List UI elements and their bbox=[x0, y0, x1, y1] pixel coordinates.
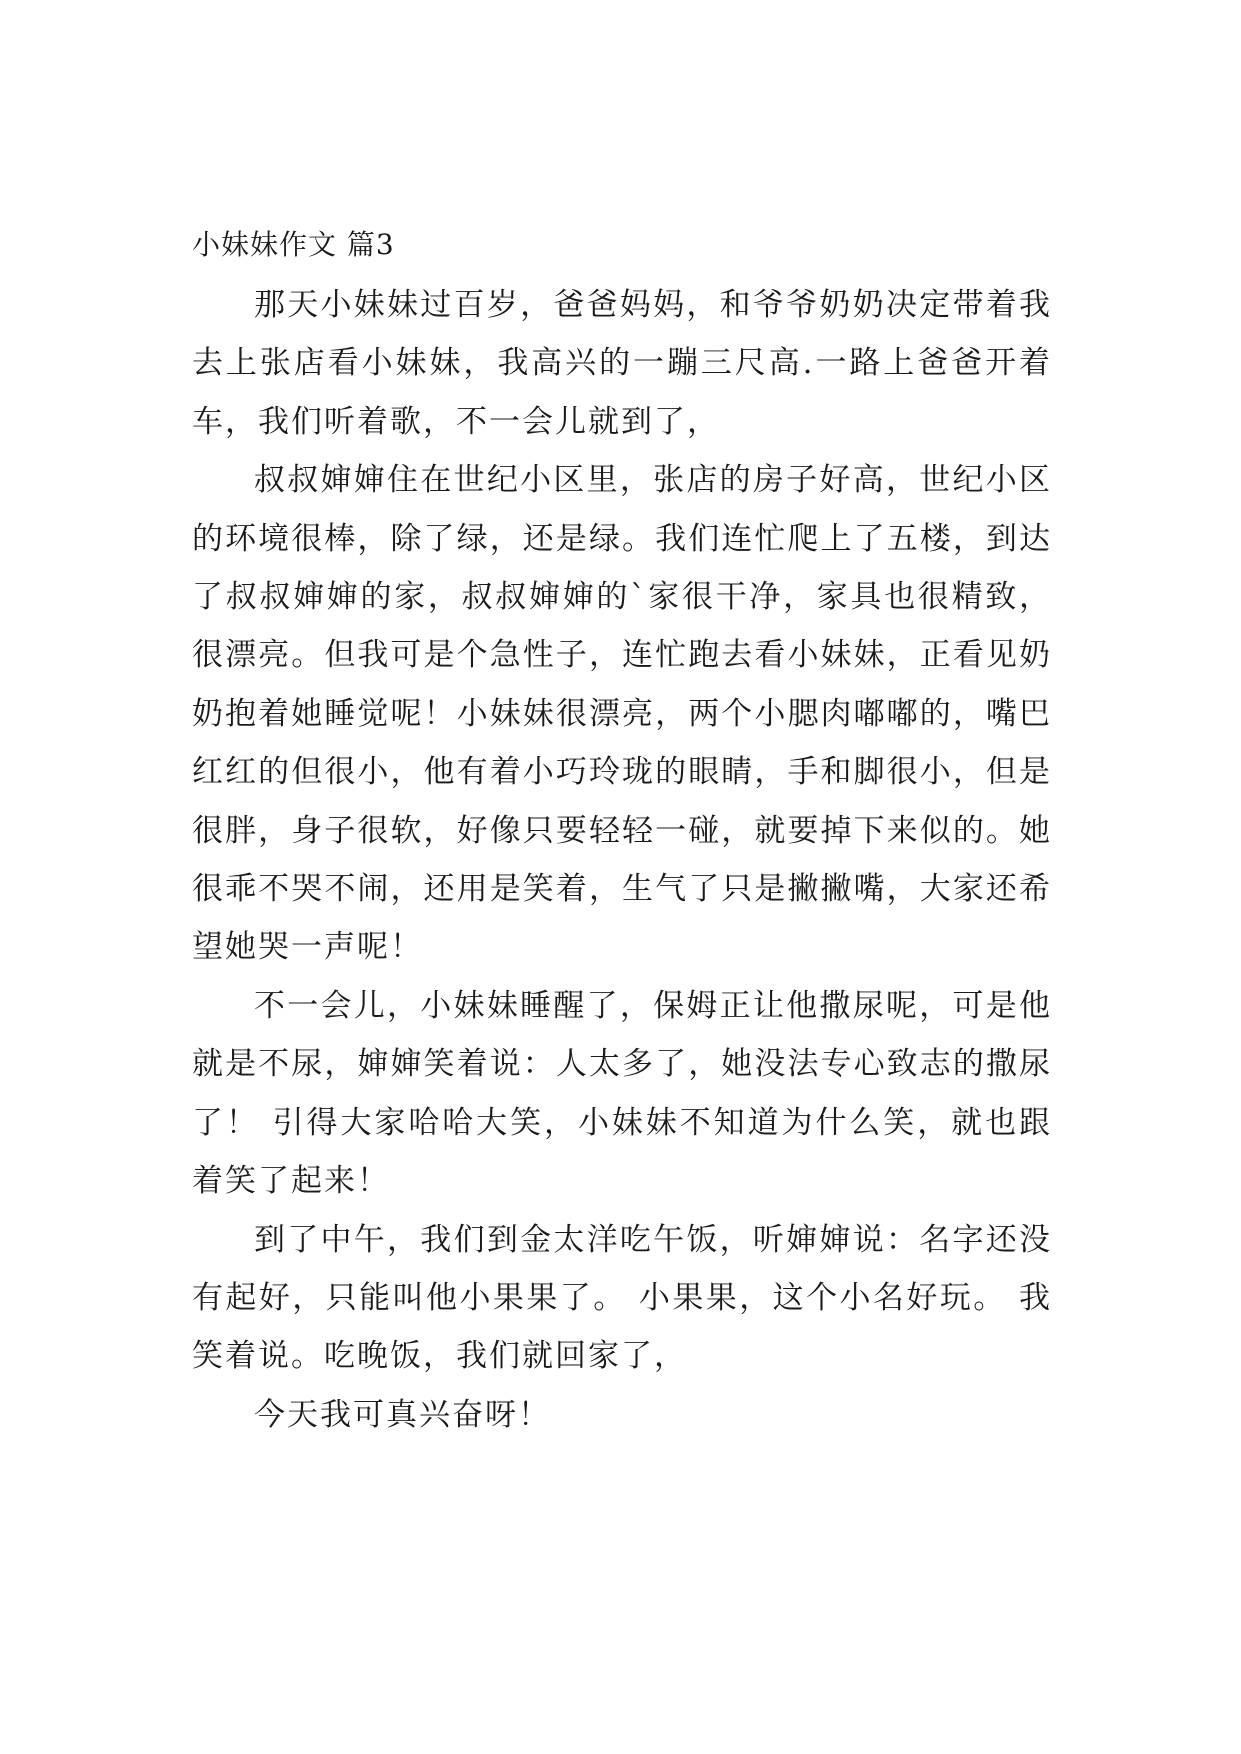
paragraph-5: 今天我可真兴奋呀！ bbox=[254, 1396, 551, 1433]
paragraph-4: 到了中午，我们到金太洋吃午饭，听婶婶说：名字还没有起好，只能叫他小果果了。 小果果，这个小名好玩。 我笑着说。吃晚饭，我们就回家了， bbox=[192, 1221, 1052, 1375]
document-title: 小妹妹作文 篇3 bbox=[192, 228, 395, 261]
document-body bbox=[192, 222, 1052, 1444]
paragraph-3: 不一会儿，小妹妹睡醒了，保姆正让他撒尿呢，可是他就是不尿，婶婶笑着说：人太多了，她没法专心致志的撒尿了！ 引得大家哈哈大笑，小妹妹不知道为什么笑，就也跟着笑了起来！ bbox=[192, 987, 1052, 1200]
paragraph-1: 那天小妹妹过百岁，爸爸妈妈，和爷爷奶奶决定带着我去上张店看小妹妹，我高兴的一蹦三尺高.一路上爸爸开着车，我们听着歌，不一会儿就到了， bbox=[192, 287, 1052, 440]
paragraph-2: 叔叔婶婶住在世纪小区里，张店的房子好高，世纪小区的环境很棒，除了绿，还是绿。我们连忙爬上了五楼，到达了叔叔婶婶的家，叔叔婶婶的`家很干净，家具也很精致，很漂亮。但我可是个急性子，连忙跑去看小妹妹，正看见奶奶抱着她睡觉呢！小妹妹很漂亮，两个小腮肉嘟嘟的，嘴巴红红的但很小，他有着小巧玲珑的眼睛，手和脚很小，但是很胖，身子很软，好像只要轻轻一碰，就要掉下来似的。她很乖不哭不闹，还用是笑着，生气了只是撇撇嘴，大家还希望她哭一声呢！ bbox=[192, 462, 1052, 966]
